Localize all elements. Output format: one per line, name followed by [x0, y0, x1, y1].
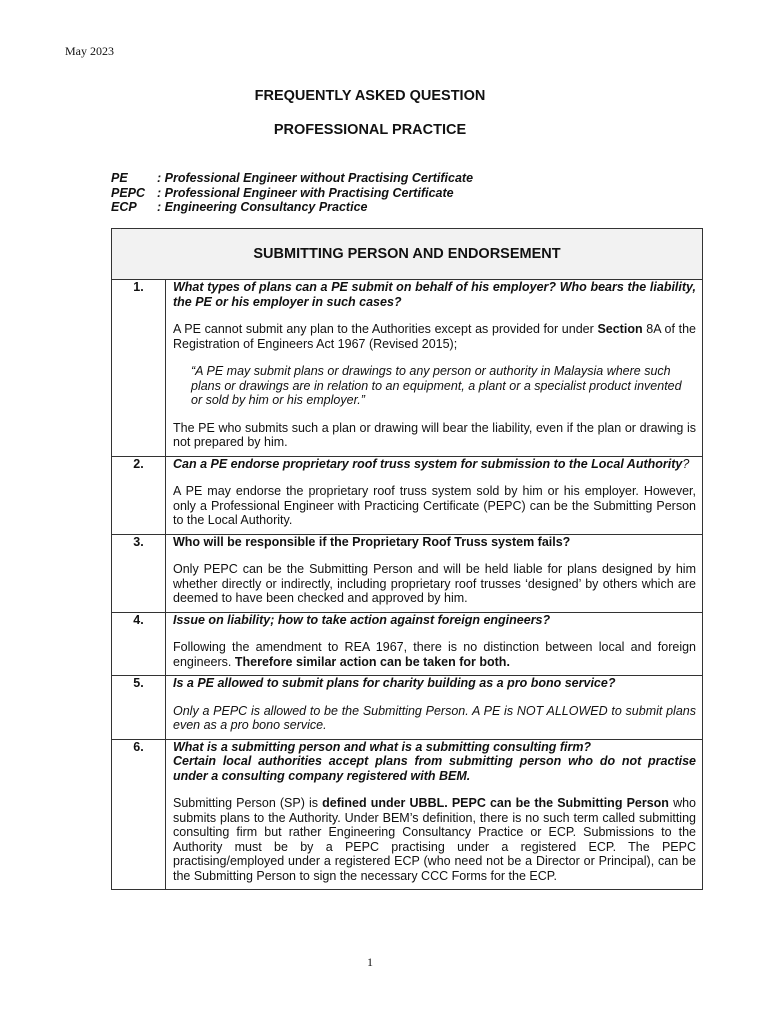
faq-content	[166, 739, 703, 890]
abbreviation-row	[111, 200, 473, 215]
answer-text: The PE who submits such a plan or drawing will bear the liability, even if the plan or drawing is not prepared by him.	[173, 420, 696, 449]
answer-text-part: 8A of the Registration of Engineers Act 1967 (Revised 2015);	[173, 322, 696, 351]
quoted-clause: “A PE may submit plans or drawings to any person or authority in Malaysia where such plans or drawings are in relation to an equipment, a plant or a specialist product invented or sold by him or his employer.”	[191, 364, 682, 407]
faq-row	[112, 676, 703, 740]
answer-text-bold: Therefore similar action can be taken for both.	[234, 654, 510, 669]
abbreviation-row	[111, 186, 473, 201]
abbreviation-value: : Professional Engineer without Practising Certificate	[157, 171, 474, 185]
section-header-row	[112, 229, 703, 280]
abbreviation-key: ECP	[111, 200, 137, 214]
abbreviation-value: : Professional Engineer with Practising Certificate	[157, 185, 454, 200]
answer-text: Only PEPC can be the Submitting Person and will be held liable for plans designed by him whether directly or indirectly, including proprietary roof trusses ‘designed’ by others which are deemed to have been checked and approved by him.	[173, 562, 696, 605]
abbreviation-row	[111, 171, 473, 186]
page-number: 1	[367, 955, 373, 969]
abbreviation-value: : Engineering Consultancy Practice	[157, 200, 368, 214]
answer-text-bold: defined under UBBL. PEPC can be the Submitting Person	[322, 796, 669, 810]
question-text	[173, 457, 696, 472]
question-text: What is a submitting person and what is a submitting consulting firm?	[173, 739, 592, 754]
answer-text: Only a PEPC is allowed to be the Submitting Person. A PE is NOT ALLOWED to submit plans even as a pro bono service.	[173, 703, 696, 732]
question-number: 6.	[112, 739, 166, 890]
question-text: What types of plans can a PE submit on behalf of his employer? Who bears the liability, the PE or his employer in such cases?	[173, 280, 696, 309]
answer-text-part: Following the amendment to REA 1967, there is no distinction between local and foreign engineers.	[173, 640, 696, 669]
answer-text-part: A PE cannot submit any plan to the Authorities except as provided for under	[173, 322, 598, 336]
question-text-part: Can a PE endorse proprietary roof truss system for submission to the Local Authority	[173, 456, 683, 471]
question-number: 3.	[112, 534, 166, 612]
faq-row	[112, 612, 703, 676]
question-number: 1.	[112, 280, 166, 457]
section-heading: SUBMITTING PERSON AND ENDORSEMENT	[112, 229, 703, 280]
faq-row	[112, 739, 703, 890]
answer-text	[173, 322, 696, 351]
faq-content	[166, 534, 703, 612]
answer-text	[173, 796, 696, 883]
answer-text-part: who submits plans to the Authority. Under BEM’s definition, there is no such term called submitting consulting firm but rather Engineering Consultancy Practice or ECP. Submissions to the Authority must be by a PEPC practising under a registered ECP. The PEPC practising/employed under a registered ECP (who need not be a Director or Principal), can be the Submitting Person to sign the necessary CCC Forms for the ECP.	[173, 796, 696, 883]
document-date: May 2023	[65, 44, 114, 58]
faq-content	[166, 280, 703, 457]
faq-content	[166, 456, 703, 534]
abbreviation-list	[111, 171, 473, 215]
answer-text: A PE may endorse the proprietary roof truss system sold by him or his employer. However, only a Professional Engineer with Practicing Certificate (PEPC) can be the Submitting Person to the Local Authority.	[173, 484, 696, 527]
faq-content	[166, 612, 703, 676]
faq-row	[112, 456, 703, 534]
faq-table	[111, 228, 703, 890]
abbreviation-key: PE	[111, 171, 128, 185]
question-text: Issue on liability; how to take action against foreign engineers?	[173, 612, 551, 627]
question-text: Who will be responsible if the Proprietary Roof Truss system fails?	[173, 534, 571, 549]
answer-text	[173, 640, 696, 669]
faq-content	[166, 676, 703, 740]
question-number: 5.	[112, 676, 166, 740]
faq-row	[112, 534, 703, 612]
faq-row	[112, 280, 703, 457]
question-mark: ?	[682, 456, 690, 471]
question-number: 4.	[112, 612, 166, 676]
question-number: 2.	[112, 456, 166, 534]
question-text-continued: Certain local authorities accept plans from submitting person who do not practise under a consulting company registered with BEM.	[173, 754, 696, 783]
answer-text-bold: Section	[597, 322, 643, 336]
abbreviation-key: PEPC	[111, 185, 146, 200]
document-title: FREQUENTLY ASKED QUESTION	[254, 88, 486, 104]
document-subtitle: PROFESSIONAL PRACTICE	[273, 122, 467, 138]
answer-text-part: Submitting Person (SP) is	[173, 796, 323, 810]
question-text: Is a PE allowed to submit plans for charity building as a pro bono service?	[173, 676, 616, 690]
